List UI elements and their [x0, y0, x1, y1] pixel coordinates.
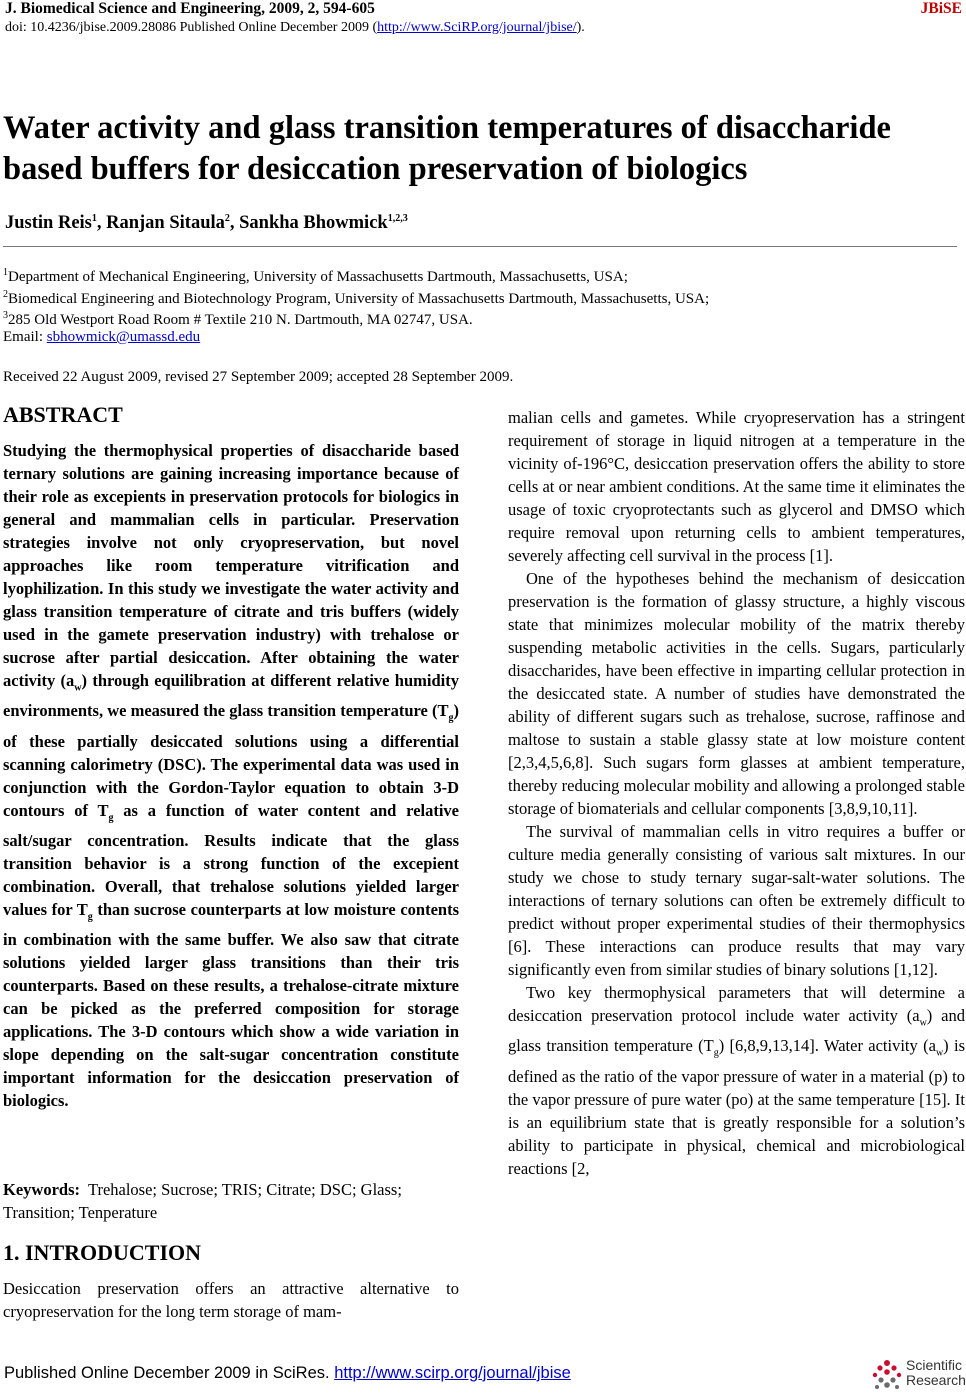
affiliation: $^2$Biomedical Engineering and Biotechnology Program, University of Massachusetts Dartmouth, Massachusetts, USA; — [3, 289, 710, 307]
abstract-text: Studying the thermophysical properties of disaccharide based ternary solutions are gaining increasing importance because of their role as excepients in preservation protocols for biologics in general and mammalian cells in particular. Preservation strategies involve not only cryopreservation, but novel approaches like room temperature vitrification and lyophilization. In this study we investigate the water activity and glass transition temperature of citrate and tris buffers (widely used in the gamete preservation industry) with trehalose or sucrose after partial desiccation. After obtaining the water activity $(a_w)$ through equilibration at different relative humidity environments, we measured the glass transition temperature $(T_g)$ of these partially desiccated solutions using a differential scanning calorimetry (DSC). The experimental data was used in conjunction with the Gordon-Taylor equation to obtain 3-D contours of $T_g$ as a function of water content and relative salt/sugar concentration. Results indicate that the glass transition behavior is a strong function of the excepient combination. Overall, that trehalose solutions yielded larger values for $T_g$ than sucrose counterparts at low moisture contents in combination with the same buffer. We also saw that citrate solutions yielded larger glass transitions than their tris counterparts. Based on these results, a trehalose-citrate mixture can be picked as the preferred composition for storage applications. The 3-D contours which show a wide variation in slope depending on the salt-sugar concentration constitute important information for the desiccation preservation of biologics. — [3, 441, 460, 1111]
footer-url-link[interactable]: http://www.scirp.org/journal/jbise — [334, 1364, 571, 1382]
doi-line: doi: 10.4236/jbise.2009.28086 Published Online December 2009 (http://www.SciRP.org/journal/jbise/). — [5, 20, 585, 35]
intro-heading: 1. INTRODUCTION — [3, 1240, 202, 1265]
email-line: Email: sbhowmick@umassd.edu — [3, 329, 201, 345]
intro-text: Desiccation preservation offers an attractive alternative to cryopreservation for the long term storage of mam- — [3, 1279, 459, 1321]
paragraph: One of the hypotheses behind the mechanism of desiccation preservation is the formation of glassy structure, a highly viscous state that minimizes molecular mobility of the matrix thereby suspending metabolic activities in the cells. Sugars, particularly disaccharides, have been effective in imparting cellular protection in the desiccated state. A number of studies have demonstrated the ability of different sugars such as trehalose, sucrose, raffinose and maltose to sustain a stable glassy state at low moisture content [2,3,4,5,6,8]. Such sugars form glasses at ambient temperature, thereby reducing molecular mobility and allowing a prolonged stable storage of biomaterials and cellular components [3,8,9,10,11]. — [508, 569, 965, 818]
affiliation: $^3$285 Old Westport Road Room # Textile 210 N. Dartmouth, MA 02747, USA. — [3, 310, 473, 328]
paragraph: malian cells and gametes. While cryopreservation has a stringent requirement of storage in liquid nitrogen at a temperature in the vicinity of-196°C, desiccation preservation offers the ability to store cells at or near ambient conditions. At the same time it eliminates the usage of toxic cryoprotectants such as glycerol and DMSO which require removal upon returning cells to ambient temperatures, severely affecting cell survival in the process [1]. — [508, 408, 965, 565]
journal-url-link[interactable]: http://www.SciRP.org/journal/jbise/ — [377, 20, 577, 35]
author-name: Sankha Bhowmick — [239, 213, 388, 234]
author-name: Justin Reis — [5, 213, 92, 234]
journal-citation: J. Biomedical Science and Engineering, 2009, 2, 594-605 — [5, 0, 375, 17]
scientific-research-logo: Scientific Research — [870, 1358, 962, 1392]
divider — [3, 246, 957, 247]
author-list: Justin Reis$^1$, Ranjan Sitaula$^2$, Sankha Bhowmick$^{1,2,3}$ — [5, 213, 408, 234]
footer-line: Published Online December 2009 in SciRes. http://www.scirp.org/journal/jbise — [4, 1364, 571, 1382]
journal-code: JBiSE — [920, 0, 962, 17]
paragraph: The survival of mammalian cells in vitro requires a buffer or culture media generally consisting of various salt mixtures. In our study we chose to study ternary sugar-salt-water solutions. The interactions of ternary solutions can often be extremely difficult to predict without proper experimental studies of their thermophysics [6]. These interactions can produce results that may vary significantly even from similar studies of binary solutions [1,12]. — [508, 822, 965, 979]
right-column-text — [508, 406, 965, 1180]
logo-mark-icon — [870, 1358, 904, 1392]
author-name: Ranjan Sitaula — [106, 213, 225, 234]
keywords: Keywords: Trehalose; Sucrose; TRIS; Citrate; DSC; Glass; Transition; Tenperature — [3, 1180, 402, 1222]
paragraph: Two key thermophysical parameters that will determine a desiccation preservation protocol include water activity $(a_w)$ and glass transition temperature $(T_g)$ [6,8,9,13,14]. Water activity $(a_w)$ is defined as the ratio of the vapor pressure of water in a material (p) to the vapor pressure of pure water (po) at the same temperature [15]. It is an equilibrium state that is greatly responsible for a solution’s ability to participate in physical, chemical and microbiological reactions [2, — [508, 983, 966, 1178]
affiliation: $^1$Department of Mechanical Engineering, University of Massachusetts Dartmouth, Massachusetts, USA; — [3, 267, 628, 285]
abstract-heading: ABSTRACT — [3, 402, 123, 427]
email-link[interactable]: sbhowmick@umassd.edu — [46, 329, 201, 345]
received-dates: Received 22 August 2009, revised 27 September 2009; accepted 28 September 2009. — [3, 369, 514, 385]
paper-title: Water activity and glass transition temperatures of disaccharide based buffers for desiccation preservation of biologics — [3, 110, 891, 187]
